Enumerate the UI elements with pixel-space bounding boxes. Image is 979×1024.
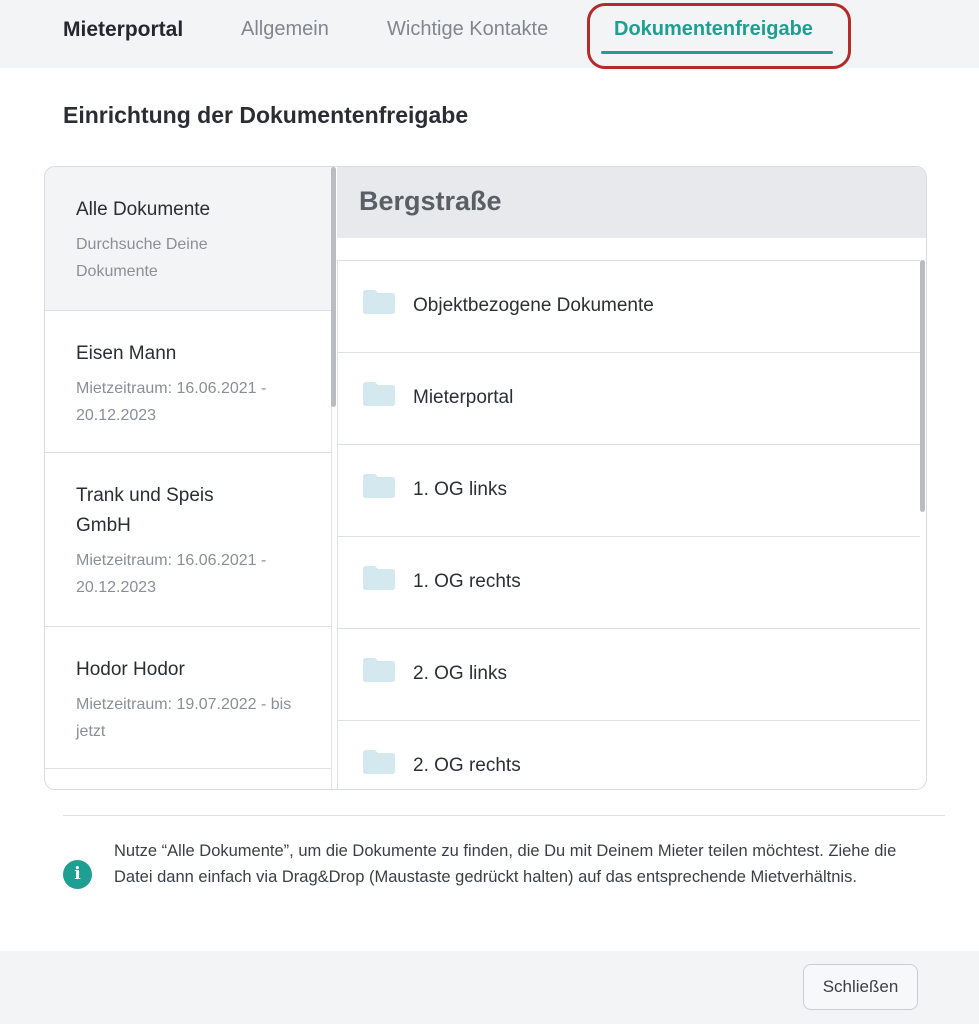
list-item-subtitle: Mietzeitraum: 16.06.2021 - 20.12.2023 [76,380,267,424]
list-item-name: Alle Dokumente [76,199,211,220]
folder-label: 1. OG rechts [413,571,521,592]
folder-list-scrollbar[interactable] [920,260,925,512]
folder-label: Objektbezogene Dokumente [413,295,654,316]
tab-dokumentenfreigabe[interactable]: Dokumentenfreigabe [614,18,813,40]
folder-icon [363,382,395,406]
folder-label: 2. OG links [413,663,507,684]
folder-row[interactable] [338,721,920,789]
folder-row[interactable] [338,537,920,629]
list-item-name: Hodor Hodor [76,659,185,680]
list-item-subtitle: Durchsuche Deine Dokumente [76,236,208,280]
property-title: Bergstraße [359,186,502,216]
info-text: Nutze “Alle Dokumente”, um die Dokumente zu finden, die Du mit Deinem Mieter teilen möchtest. Ziehe die Datei dann einfach via Drag&Drop (Maustaste gedrückt halten) auf das entsprechende Mietverhältnis. [114,842,897,886]
folder-row[interactable] [338,353,920,445]
folder-row[interactable] [338,445,920,537]
folder-label: 2. OG rechts [413,755,521,776]
portal-title: Mieterportal [63,18,184,41]
folder-icon [363,566,395,590]
list-item-subtitle: Mietzeitraum: 19.07.2022 - bis jetzt [76,696,292,740]
document-sharing-panel [44,166,927,790]
folder-label: Mieterportal [413,387,514,408]
tenancy-list-scrollbar[interactable] [331,167,336,407]
folder-pane-header [337,167,926,238]
folder-row[interactable] [338,261,920,353]
list-item-tenancy[interactable] [45,311,331,453]
divider [63,815,945,816]
tab-allgemein[interactable]: Allgemein [241,18,329,40]
folder-label: 1. OG links [413,479,507,500]
page-title: Einrichtung der Dokumentenfreigabe [63,102,469,128]
folder-row[interactable] [338,629,920,721]
list-item-tenancy[interactable] [45,769,331,789]
folder-pane [337,167,926,789]
list-item-subtitle: Mietzeitraum: 16.06.2021 - 20.12.2023 [76,552,267,596]
list-item-all-documents[interactable] [45,167,331,311]
folder-icon [363,658,395,682]
tab-wichtige-kontakte[interactable]: Wichtige Kontakte [387,18,549,40]
close-button[interactable]: Schließen [803,964,918,1010]
folder-icon [363,750,395,774]
info-icon: i [63,860,92,889]
list-item-tenancy[interactable] [45,627,331,769]
folder-icon [363,474,395,498]
folder-list[interactable] [337,260,920,789]
folder-icon [363,290,395,314]
active-tab-indicator [601,51,833,54]
tab-bar [0,0,979,68]
list-item-name: Trank und Speis GmbH [76,485,214,536]
tenancy-list[interactable] [45,167,332,789]
list-item-name: Eisen Mann [76,343,177,364]
list-item-tenancy[interactable] [45,453,331,627]
